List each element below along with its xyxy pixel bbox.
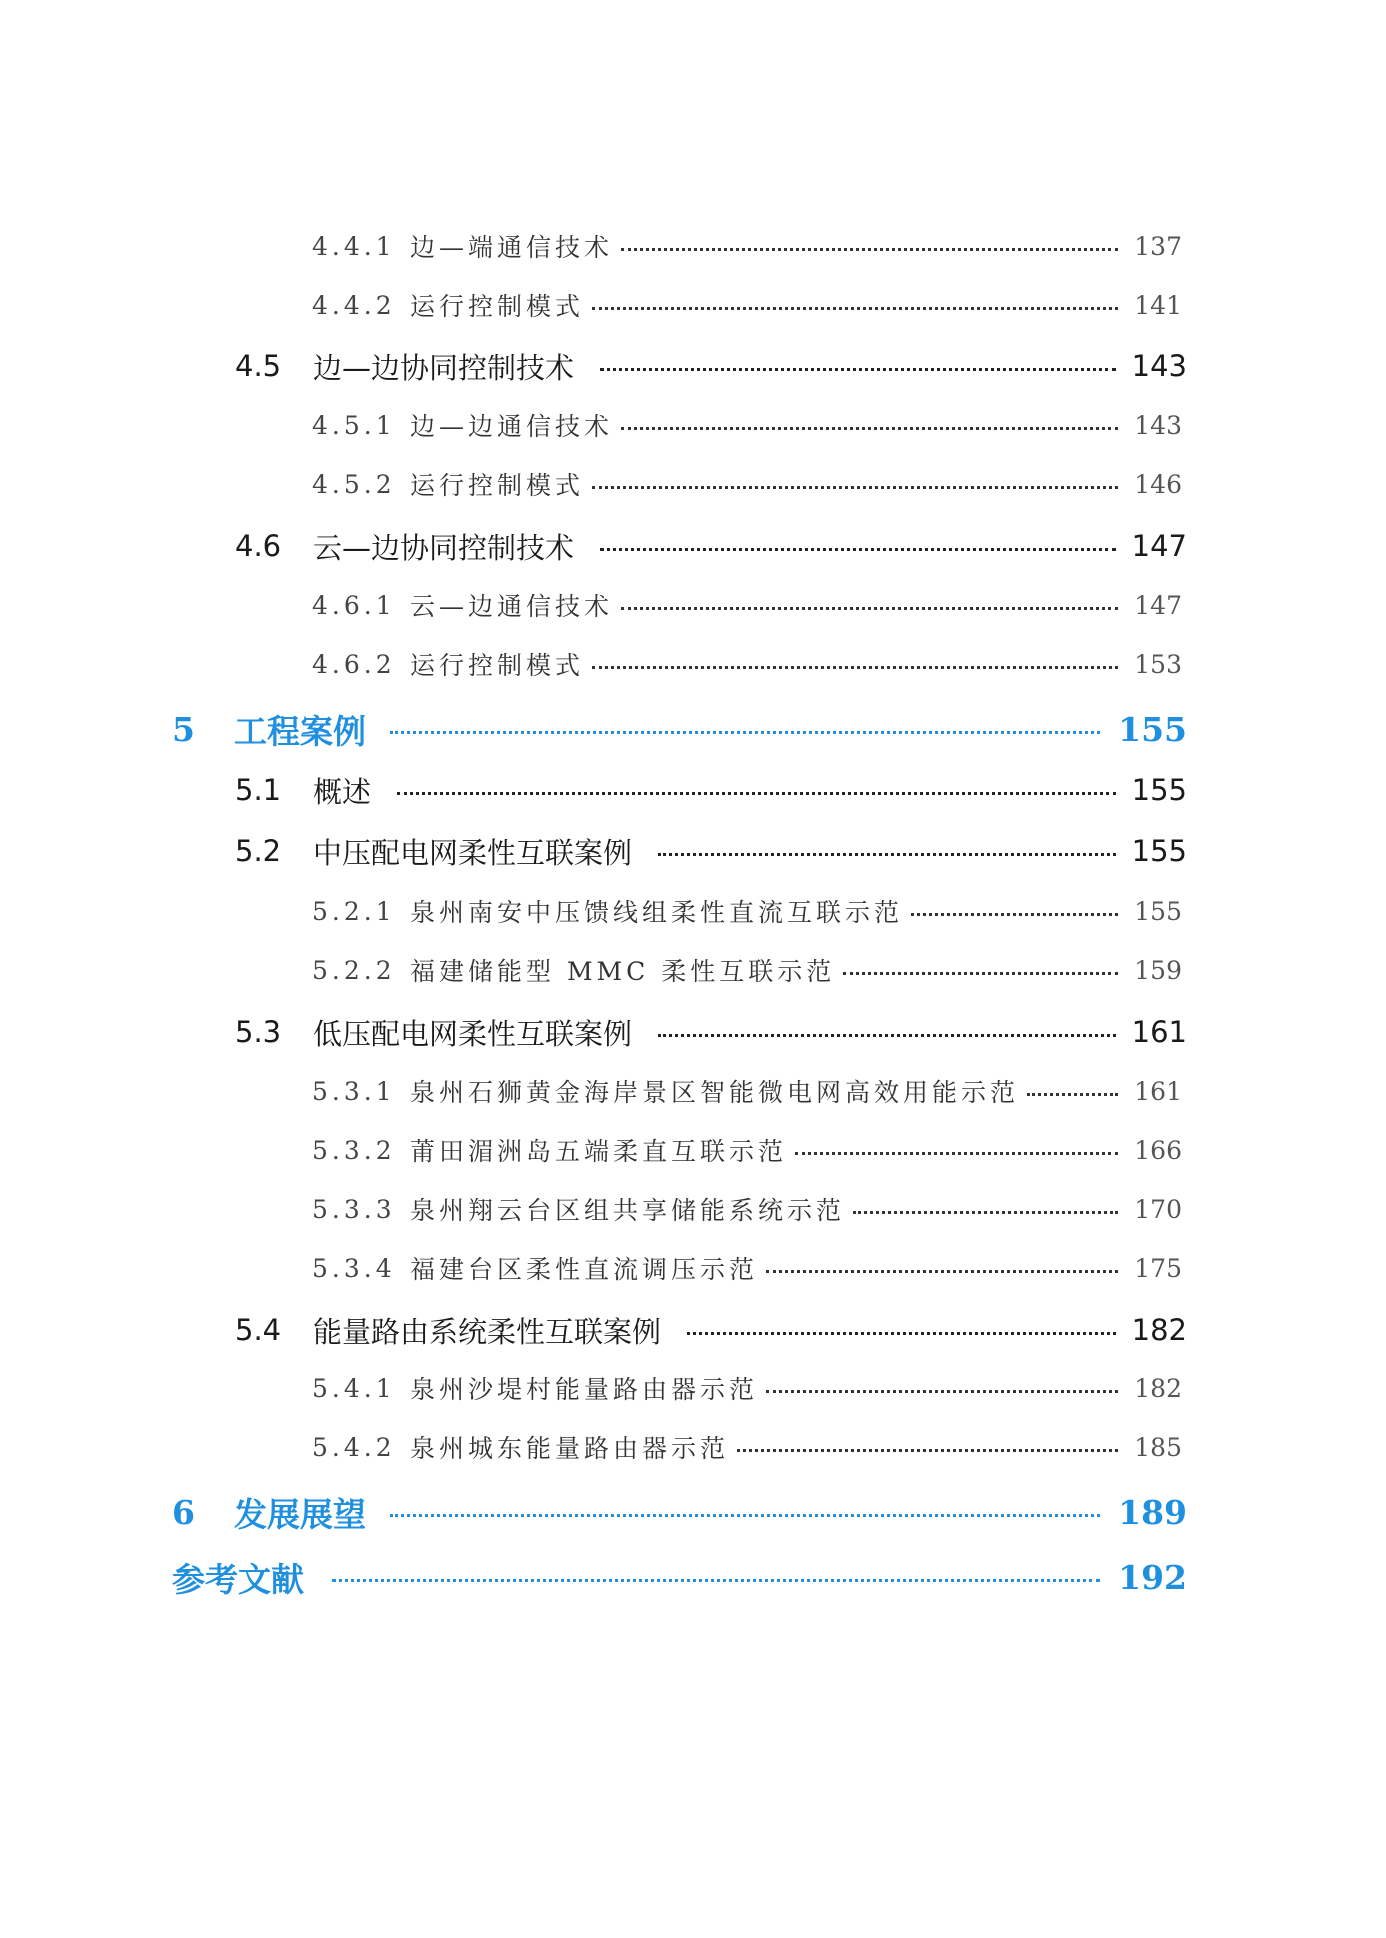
chapter-number: 6 [172, 1492, 195, 1532]
entry-page: 159 [1134, 955, 1182, 985]
chapter-page: 189 [1118, 1492, 1187, 1532]
entry-page: 170 [1134, 1194, 1182, 1224]
entry-page: 153 [1134, 649, 1182, 679]
entry-title: 运行控制模式 [410, 292, 585, 321]
toc-entry[interactable] [312, 1071, 1182, 1111]
dot-leader [687, 1332, 1116, 1335]
toc-entry[interactable] [312, 1248, 1182, 1288]
entry-number: 4.6.2 [312, 649, 396, 679]
entry-number: 5.4 [235, 1313, 282, 1347]
toc-chapter-entry[interactable] [172, 704, 1187, 754]
chapter-title: 发展展望 [234, 1494, 366, 1534]
entry-title: 边—边协同控制技术 [313, 350, 575, 385]
entry-page: 155 [1134, 896, 1182, 926]
entry-title: 低压配电网柔性互联案例 [313, 1016, 633, 1051]
entry-page: 182 [1134, 1373, 1182, 1403]
toc-entry[interactable] [312, 644, 1182, 684]
entry-number: 5.2.1 [312, 896, 396, 926]
entry-number: 4.4.1 [312, 231, 396, 261]
dot-leader [621, 248, 1118, 251]
entry-page: 185 [1134, 1432, 1182, 1462]
toc-entry[interactable] [312, 1189, 1182, 1229]
dot-leader [621, 607, 1118, 610]
entry-title: 边—边通信技术 [410, 412, 614, 441]
entry-number: 4.6.1 [312, 590, 396, 620]
entry-title: 泉州翔云台区组共享储能系统示范 [410, 1196, 846, 1225]
entry-title: 运行控制模式 [410, 471, 585, 500]
entry-number: 5.2.2 [312, 955, 396, 985]
entry-title: 泉州石狮黄金海岸景区智能微电网高效用能示范 [410, 1078, 1020, 1107]
entry-number: 4.4.2 [312, 290, 396, 320]
toc-entry[interactable] [312, 405, 1182, 445]
entry-page: 182 [1131, 1313, 1187, 1347]
entry-title: 边—端通信技术 [410, 233, 614, 262]
toc-entry[interactable] [235, 1308, 1187, 1352]
entry-title: 中压配电网柔性互联案例 [313, 835, 633, 870]
toc-entry[interactable] [312, 226, 1182, 266]
entry-number: 4.5 [235, 349, 282, 383]
dot-leader [766, 1390, 1118, 1393]
toc-entry[interactable] [312, 1130, 1182, 1170]
dot-leader [600, 548, 1116, 551]
entry-number: 5.3.3 [312, 1194, 396, 1224]
entry-title: 莆田湄洲岛五端柔直互联示范 [410, 1137, 788, 1166]
entry-page: 141 [1134, 290, 1182, 320]
chapter-page: 155 [1118, 709, 1187, 749]
toc-chapter-entry[interactable] [172, 1487, 1187, 1537]
dot-leader [397, 792, 1116, 795]
dot-leader [911, 913, 1118, 916]
entry-page: 137 [1134, 231, 1182, 261]
dot-leader [621, 427, 1118, 430]
entry-number: 5.1 [235, 773, 282, 807]
dot-leader [737, 1449, 1118, 1452]
chapter-number: 5 [172, 709, 195, 749]
dot-leader [390, 1514, 1100, 1517]
entry-number: 5.3 [235, 1015, 282, 1049]
entry-number: 5.2 [235, 834, 282, 868]
dot-leader [1027, 1093, 1118, 1096]
dot-leader [795, 1152, 1118, 1155]
entry-page: 146 [1134, 469, 1182, 499]
dot-leader [658, 1034, 1116, 1037]
entry-number: 5.3.1 [312, 1076, 396, 1106]
entry-title: 泉州沙堤村能量路由器示范 [410, 1375, 759, 1404]
toc-entry[interactable] [312, 285, 1182, 325]
references-page: 192 [1118, 1557, 1187, 1597]
dot-leader [592, 666, 1118, 669]
toc-entry[interactable] [312, 891, 1182, 931]
entry-title: 福建储能型 MMC 柔性互联示范 [410, 957, 836, 986]
entry-page: 161 [1134, 1076, 1182, 1106]
entry-title: 运行控制模式 [410, 651, 585, 680]
dot-leader [600, 368, 1116, 371]
entry-page: 147 [1134, 590, 1182, 620]
dot-leader [766, 1270, 1118, 1273]
entry-page: 155 [1131, 834, 1187, 868]
toc-entry[interactable] [312, 950, 1182, 990]
toc-entry[interactable] [312, 464, 1182, 504]
dot-leader [592, 307, 1118, 310]
entry-number: 5.3.4 [312, 1253, 396, 1283]
entry-title: 福建台区柔性直流调压示范 [410, 1255, 759, 1284]
entry-number: 5.4.2 [312, 1432, 396, 1462]
entry-number: 5.4.1 [312, 1373, 396, 1403]
toc-entry[interactable] [312, 1368, 1182, 1408]
dot-leader [843, 972, 1118, 975]
toc-entry[interactable] [235, 829, 1187, 873]
entry-page: 155 [1131, 773, 1187, 807]
toc-entry[interactable] [235, 1010, 1187, 1054]
entry-page: 143 [1131, 349, 1187, 383]
toc-entry[interactable] [312, 585, 1182, 625]
entry-number: 5.3.2 [312, 1135, 396, 1165]
entry-title: 泉州南安中压馈线组柔性直流互联示范 [410, 898, 904, 927]
references-title: 参考文献 [172, 1559, 304, 1599]
entry-title: 概述 [313, 774, 372, 809]
toc-entry[interactable] [235, 768, 1187, 812]
toc-entry[interactable] [235, 344, 1187, 388]
entry-page: 143 [1134, 410, 1182, 440]
entry-number: 4.5.2 [312, 469, 396, 499]
toc-entry[interactable] [235, 524, 1187, 568]
toc-entry[interactable] [312, 1427, 1182, 1467]
entry-title: 能量路由系统柔性互联案例 [313, 1314, 662, 1349]
entry-page: 161 [1131, 1015, 1187, 1049]
dot-leader [592, 486, 1118, 489]
entry-page: 147 [1131, 529, 1187, 563]
toc-references-entry[interactable] [172, 1552, 1187, 1602]
entry-page: 166 [1134, 1135, 1182, 1165]
entry-number: 4.5.1 [312, 410, 396, 440]
dot-leader [390, 731, 1100, 734]
dot-leader [332, 1579, 1100, 1582]
dot-leader [658, 853, 1116, 856]
dot-leader [853, 1211, 1118, 1214]
entry-title: 泉州城东能量路由器示范 [410, 1434, 730, 1463]
chapter-title: 工程案例 [234, 711, 366, 751]
entry-title: 云—边协同控制技术 [313, 530, 575, 565]
entry-page: 175 [1134, 1253, 1182, 1283]
entry-number: 4.6 [235, 529, 282, 563]
entry-title: 云—边通信技术 [410, 592, 614, 621]
